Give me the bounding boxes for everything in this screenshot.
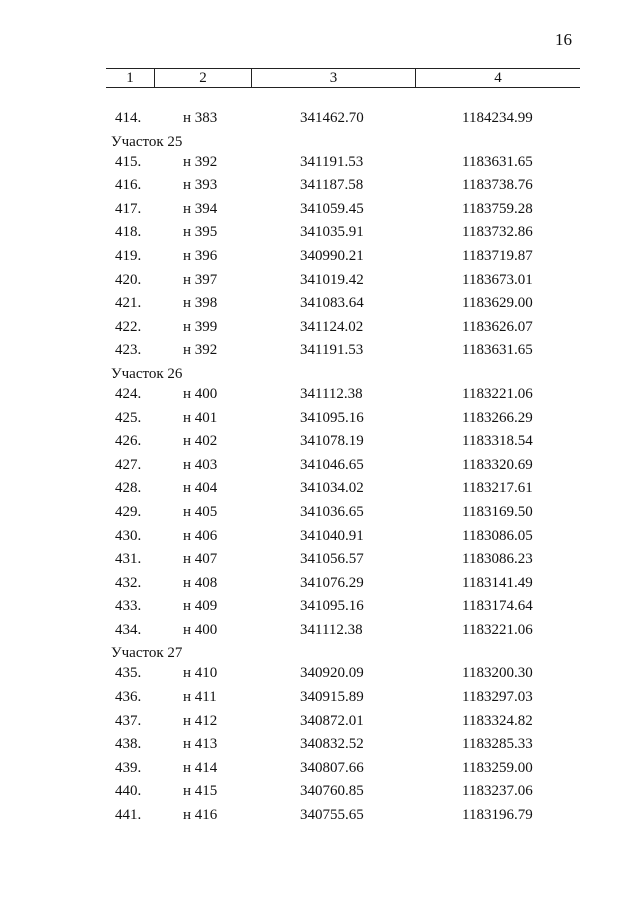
row-number: 429.	[115, 503, 142, 520]
coordinate-y: 1183318.54	[462, 433, 533, 450]
point-name: н 407	[183, 551, 218, 568]
coordinate-y: 1183297.03	[462, 689, 533, 706]
row-number: 434.	[115, 621, 142, 638]
section-heading-row	[0, 366, 639, 386]
table-row	[0, 154, 639, 178]
coordinate-x: 341076.29	[300, 574, 364, 591]
table-row	[0, 689, 639, 713]
table-row	[0, 807, 639, 831]
coordinate-x: 341187.58	[300, 177, 364, 194]
section-label: Участок 25	[111, 133, 183, 150]
point-name: н 398	[183, 295, 218, 312]
table-row	[0, 110, 639, 134]
point-name: н 396	[183, 247, 218, 264]
coordinate-y: 1183320.69	[462, 456, 533, 473]
row-number: 421.	[115, 295, 142, 312]
coordinate-x: 341191.53	[300, 153, 364, 170]
section-heading-row	[0, 134, 639, 154]
point-name: н 395	[183, 224, 218, 241]
point-name: н 399	[183, 318, 218, 335]
coordinate-x: 341112.38	[300, 385, 363, 402]
table-row	[0, 665, 639, 689]
point-name: н 383	[183, 110, 218, 126]
row-number: 428.	[115, 480, 142, 497]
row-number: 424.	[115, 385, 142, 402]
row-number: 422.	[115, 318, 142, 335]
point-name: н 400	[183, 621, 218, 638]
coordinate-y: 1183237.06	[462, 783, 533, 800]
table-row	[0, 248, 639, 272]
row-number: 416.	[115, 177, 142, 194]
coordinate-y: 1183759.28	[462, 200, 533, 217]
coordinate-y: 1183266.29	[462, 409, 533, 426]
coordinate-y: 1183732.86	[462, 224, 533, 241]
coordinate-y: 1183738.76	[462, 177, 533, 194]
coordinate-x: 340760.85	[300, 783, 364, 800]
point-name: н 416	[183, 807, 218, 824]
row-number: 426.	[115, 433, 142, 450]
coordinate-x: 341040.91	[300, 527, 364, 544]
point-name: н 402	[183, 433, 218, 450]
point-name: н 401	[183, 409, 218, 426]
coordinate-x: 341083.64	[300, 295, 364, 312]
row-number: 436.	[115, 689, 142, 706]
coordinate-y: 1183631.65	[462, 153, 533, 170]
row-number: 417.	[115, 200, 142, 217]
row-number: 415.	[115, 153, 142, 170]
coordinate-x: 340807.66	[300, 759, 364, 776]
coordinate-x: 340755.65	[300, 807, 364, 824]
table-row	[0, 433, 639, 457]
coordinate-y: 1183673.01	[462, 271, 533, 288]
coordinate-y: 1183169.50	[462, 503, 533, 520]
row-number: 435.	[115, 665, 142, 682]
row-number: 427.	[115, 456, 142, 473]
coordinate-x: 341462.70	[300, 110, 364, 126]
coordinate-y: 1183141.49	[462, 574, 533, 591]
table-row	[0, 783, 639, 807]
row-number: 425.	[115, 409, 142, 426]
table-row	[0, 598, 639, 622]
coordinate-x: 341078.19	[300, 433, 364, 450]
row-number: 438.	[115, 736, 142, 753]
row-number: 437.	[115, 712, 142, 729]
point-name: н 404	[183, 480, 218, 497]
coordinate-x: 341191.53	[300, 342, 364, 359]
page-number: 16	[555, 30, 572, 49]
point-name: н 411	[183, 689, 217, 706]
section-label: Участок 26	[111, 365, 183, 382]
coordinate-x: 341046.65	[300, 456, 364, 473]
coordinate-x: 341035.91	[300, 224, 364, 241]
row-number: 419.	[115, 247, 142, 264]
coordinate-y: 1183324.82	[462, 712, 533, 729]
header-col-4: 4	[494, 70, 502, 86]
coordinate-y: 1183221.06	[462, 385, 533, 402]
coordinate-y: 1183629.00	[462, 295, 533, 312]
point-name: н 408	[183, 574, 218, 591]
table-row	[0, 272, 639, 296]
header-col-3: 3	[329, 70, 338, 86]
coordinate-y: 1183259.00	[462, 759, 533, 776]
row-number: 418.	[115, 224, 142, 241]
table-row	[0, 386, 639, 410]
coordinate-y: 1183200.30	[462, 665, 533, 682]
point-name: н 406	[183, 527, 218, 544]
table-row	[0, 410, 639, 434]
coordinate-y: 1183626.07	[462, 318, 533, 335]
section-label: Участок 27	[111, 645, 183, 662]
table-row	[0, 528, 639, 552]
header-col-2: 2	[199, 70, 207, 86]
coordinate-x: 341036.65	[300, 503, 364, 520]
coordinate-x: 341112.38	[300, 621, 363, 638]
coordinate-table-body	[0, 110, 639, 831]
table-row	[0, 736, 639, 760]
point-name: н 393	[183, 177, 218, 194]
table-row	[0, 177, 639, 201]
row-number: 414.	[115, 110, 142, 126]
coordinate-x: 340915.89	[300, 689, 364, 706]
coordinate-y: 1183221.06	[462, 621, 533, 638]
row-number: 441.	[115, 807, 142, 824]
table-row	[0, 480, 639, 504]
point-name: н 415	[183, 783, 218, 800]
table-row	[0, 224, 639, 248]
coordinate-x: 341056.57	[300, 551, 364, 568]
coordinate-x: 341095.16	[300, 598, 364, 615]
coordinate-y: 1183719.87	[462, 247, 533, 264]
coordinate-x: 341019.42	[300, 271, 364, 288]
table-row	[0, 760, 639, 784]
point-name: н 412	[183, 712, 218, 729]
point-name: н 403	[183, 456, 218, 473]
row-number: 433.	[115, 598, 142, 615]
point-name: н 413	[183, 736, 218, 753]
table-row	[0, 319, 639, 343]
point-name: н 414	[183, 759, 218, 776]
coordinate-x: 340872.01	[300, 712, 364, 729]
table-row	[0, 575, 639, 599]
point-name: н 392	[183, 342, 218, 359]
row-number: 430.	[115, 527, 142, 544]
table-row	[0, 457, 639, 481]
coordinate-y: 1183174.64	[462, 598, 533, 615]
table-row	[0, 295, 639, 319]
coordinate-y: 1183086.23	[462, 551, 533, 568]
coordinate-x: 341059.45	[300, 200, 364, 217]
point-name: н 394	[183, 200, 218, 217]
coordinate-y: 1183196.79	[462, 807, 533, 824]
point-name: н 405	[183, 503, 218, 520]
coordinate-x: 340990.21	[300, 247, 364, 264]
coordinate-y: 1183086.05	[462, 527, 533, 544]
coordinate-y: 1183631.65	[462, 342, 533, 359]
coordinate-x: 341124.02	[300, 318, 364, 335]
point-name: н 409	[183, 598, 218, 615]
row-number: 440.	[115, 783, 142, 800]
coordinate-y: 1183217.61	[462, 480, 533, 497]
point-name: н 392	[183, 153, 218, 170]
header-col-1: 1	[126, 70, 134, 86]
row-number: 420.	[115, 271, 142, 288]
table-header	[106, 68, 580, 88]
table-row	[0, 201, 639, 225]
row-number: 432.	[115, 574, 142, 591]
point-name: н 410	[183, 665, 218, 682]
table-row	[0, 504, 639, 528]
coordinate-y: 1183285.33	[462, 736, 533, 753]
table-row	[0, 342, 639, 366]
table-row	[0, 713, 639, 737]
row-number: 431.	[115, 551, 142, 568]
row-number: 439.	[115, 759, 142, 776]
coordinate-x: 341034.02	[300, 480, 364, 497]
table-row	[0, 551, 639, 575]
coordinate-x: 340832.52	[300, 736, 364, 753]
section-heading-row	[0, 645, 639, 665]
point-name: н 397	[183, 271, 218, 288]
row-number: 423.	[115, 342, 142, 359]
table-row	[0, 622, 639, 646]
coordinate-x: 340920.09	[300, 665, 364, 682]
point-name: н 400	[183, 385, 218, 402]
coordinate-x: 341095.16	[300, 409, 364, 426]
coordinate-y: 1184234.99	[462, 110, 533, 126]
